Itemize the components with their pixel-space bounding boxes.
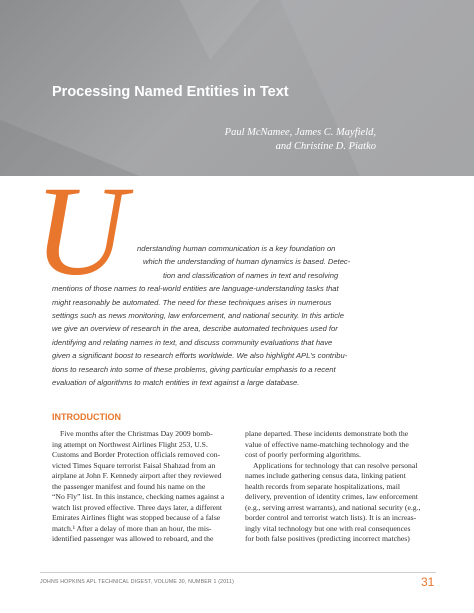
body-line: “No Fly” list. In this instance, checking names against a	[52, 492, 225, 501]
body-line: for both false positives (predicting incorrect matches)	[245, 534, 410, 543]
body-line: Five months after the Christmas Day 2009 bomb-	[60, 429, 213, 438]
abstract-line: mentions of those names to real-world entities are language-understanding tasks that	[52, 284, 339, 294]
body-line: the passenger manifest and found his name on the	[52, 481, 206, 491]
journal-footer: JOHNS HOPKINS APL TECHNICAL DIGEST, VOLUME 30, NUMBER 1 (2011)	[40, 579, 235, 585]
body-line: identified passenger was allowed to reboard, and the	[52, 534, 214, 543]
abstract-line: tions to research into some of these problems, giving particular emphasis to a recent	[52, 364, 336, 374]
body-column-left	[52, 412, 232, 545]
body-column-right	[245, 429, 425, 545]
article-title: Processing Named Entities in Text	[52, 84, 289, 100]
body-line: Applications for technology that can resolve personal	[253, 460, 418, 470]
abstract-line: tion and classification of names in text and resolving	[163, 270, 339, 280]
dropcap-text: U	[34, 170, 127, 286]
abstract-line: which the understanding of human dynamics is based. Detec-	[143, 257, 351, 267]
body-line: match.¹ After a delay of more than an hour, the mis-	[52, 523, 212, 533]
section-heading: INTRODUCTION	[52, 412, 121, 422]
body-line: Emirates Airlines flight was stopped because of a false	[52, 513, 221, 522]
author-list	[225, 126, 376, 154]
body-line: names include gathering census data, linking patient	[245, 471, 406, 480]
abstract-line: we give an overview of research in the area, describe automated techniques used for	[52, 324, 338, 334]
abstract-line: might reasonably be automated. The need for these techniques arises in numerous	[52, 297, 332, 307]
abstract-line: nderstanding human communication is a key foundation on	[137, 244, 336, 253]
abstract-line: identifying and relating names in text, and discuss community evaluations that have	[52, 337, 333, 347]
body-line: airplane at John F. Kennedy airport after they reviewed	[52, 471, 222, 480]
abstract-line: settings such as news monitoring, law enforcement, and national security. In this article	[52, 311, 344, 321]
body-line: Customs and Border Protection officials removed con-	[52, 450, 221, 459]
abstract-line: evaluation of algorithms to match entities in text against a large database.	[52, 378, 300, 388]
body-line: watch list proved effective. Three days later, a different	[52, 502, 223, 512]
body-line: ingly vital technology but one with real consequences	[245, 523, 411, 533]
body-line: plane departed. These incidents demonstrate both the	[245, 429, 409, 438]
header-banner	[0, 0, 474, 176]
body-line: health records from separate hospitalizations, mail	[245, 481, 400, 491]
body-line: (e.g., serving arrest warrants), and national security (e.g.,	[245, 502, 421, 512]
page-number: 31	[421, 575, 435, 589]
body-line: value of effective name-matching technology and the	[245, 439, 409, 449]
body-line: cost of poorly performing algorithms.	[245, 450, 361, 459]
authors-line-1: Paul McNamee, James C. Mayfield,	[224, 127, 376, 138]
body-line: ing attempt on Northwest Airlines Flight 253, U.S.	[52, 439, 208, 449]
authors-line-2: and Christine D. Piatko	[275, 141, 376, 152]
body-line: border control and terrorist watch lists). It is an increas-	[245, 513, 417, 522]
abstract-line: given a significant boost to research efforts worldwide. We also highlight APL's contribu-	[52, 351, 348, 361]
abstract	[52, 242, 374, 389]
body-line: victed Times Square terrorist Faisal Shahzad from an	[52, 460, 216, 470]
footer-divider	[40, 572, 436, 573]
body-line: delivery, prevention of identity crimes, law enforcement	[245, 492, 418, 501]
